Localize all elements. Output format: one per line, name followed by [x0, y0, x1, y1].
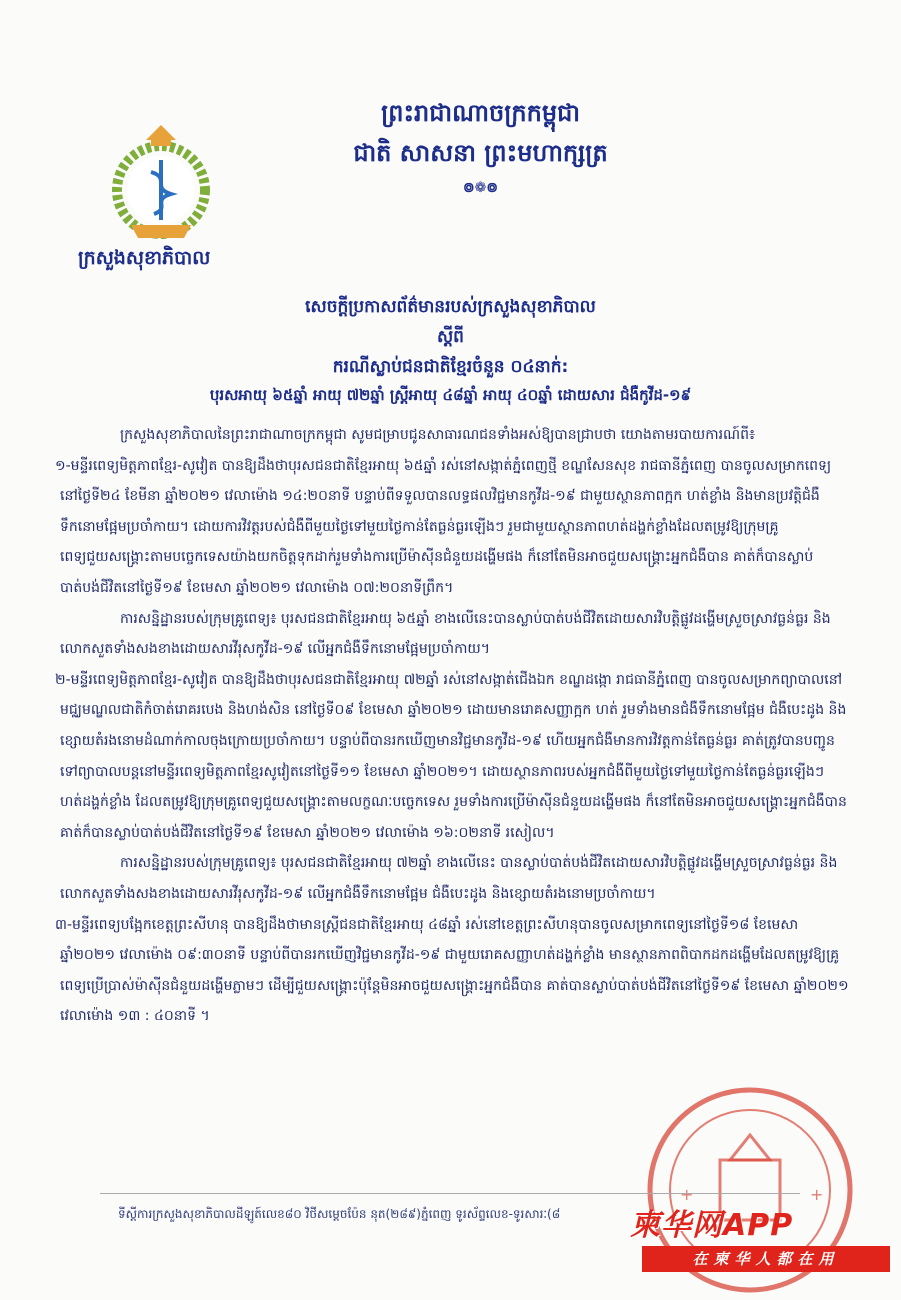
intro-paragraph: ក្រសួងសុខាភិបាលនៃព្រះរាជាណាចក្រកម្ពុជា សូមជម្រាបជូនសាធារណជនទាំងអស់ឱ្យបានជ្រាបថា យោងតាមរបាយការណ៍ពី៖ — [120, 427, 756, 443]
announcement-subject: ករណីស្លាប់ជនជាតិខ្មែរចំនួន ០៤នាក់: — [332, 357, 569, 377]
svg-text:+: + — [810, 1185, 824, 1204]
app-watermark — [630, 1200, 898, 1274]
ornament-divider: ៙❁៙ — [463, 180, 498, 196]
case-1-conclusion: ការសន្និដ្ឋានរបស់ក្រុមគ្រូពេទ្យ៖ បុរសជនជាតិខ្មែរអាយុ ៦៥ឆ្នាំ ខាងលើនេះបានស្លាប់បាត់បង់ជីវិតដោយសារវិបត្តិផ្លូវដង្ហើមស្រួចស្រាវធ្ងន់ធ្ងរ និងលោកសួតទាំងសងខាងដោយសារវីរុសកូវីដ-១៩ លើអ្នកជំងឺទឹកនោមផ្អែមប្រចាំកាយ។ — [60, 610, 831, 658]
announcement-subject-label: ស្តីពី — [437, 327, 464, 347]
announcement-body — [55, 420, 850, 1032]
case-3-paragraph: ៣-មន្ទីរពេទ្យបង្អែកខេត្តព្រះសីហនុ បានឱ្យដឹងថាមានស្ត្រីជនជាតិខ្មែរអាយុ ៤៨ឆ្នាំ រស់នៅខេត្តព្រះសីហនុបានចូលសម្រាកពេទ្យនៅថ្ងៃទី១៨ ខែមេសា ឆ្នាំ២០២១ វេលាម៉ោង ០៩:៣០នាទី បន្ទាប់ពីបានរកឃើញវិជ្ជមានកូវីដ-១៩ ជាមួយរោគសញ្ញាហត់ដង្ហក់ខ្លាំង មានស្ថានភាពពិបាកដកដង្ហើមដែលតម្រូវឱ្យគ្រូពេទ្យប្រើប្រាស់ម៉ាស៊ីនជំនួយដង្ហើមភ្លាមៗ ដើម្បីជួយសង្គ្រោះប៉ុន្តែមិនអាចជួយសង្គ្រោះអ្នកជំងឺបាន គាត់បានស្លាប់បាត់បង់ជីវិតនៅថ្ងៃទី១៩ ខែមេសា ឆ្នាំ២០២១ វេលាម៉ោង ១៣ : ៤០នាទី ។ — [55, 916, 849, 1025]
ministry-name: ក្រសួងសុខាភិបាល — [78, 247, 211, 269]
footer-address: ទីស្តីការក្រសួងសុខាភិបាលដីឡូត៍លេខ៨០ វិថីសម្តេចប៉ែន នុត(២៨៩)ភ្នំពេញ ទូរស័ព្ទលេខ-ទូរសារៈ(៨ — [118, 1207, 561, 1221]
case-2-paragraph: ២-មន្ទីរពេទ្យមិត្តភាពខ្មែរ-សូវៀត បានឱ្យដឹងថាបុរសជនជាតិខ្មែរអាយុ ៧២ឆ្នាំ រស់នៅសង្កាត់ជើងឯក ខណ្ឌដង្កោ រាជធានីភ្នំពេញ បានចូលសម្រាកព្យាបាលនៅមជ្ឈមណ្ឌលជាតិកំចាត់រោគរបេង និងហង់សិន នៅថ្ងៃទី០៩ ខែមេសា ឆ្នាំ២០២១ ដោយមានរោគសញ្ញាក្អក ហត់ រួមទាំងមានជំងឺទឹកនោមផ្អែម ជំងឺបេះដូង និងខ្សោយតំរងនោមដំណាក់កាលចុងក្រោយប្រចាំកាយ។ បន្ទាប់ពីបានរកឃើញមានវិជ្ជមានកូវីដ-១៩ ហើយអ្នកជំងឺមានការវិវត្តកាន់តែធ្ងន់ធ្ងរ គាត់ត្រូវបានបញ្ជូនទៅព្យាបាលបន្តនៅមន្ទីរពេទ្យមិត្តភាពខ្មែរសូវៀតនៅថ្ងៃទី១១ ខែមេសា ឆ្នាំ២០២១។ ដោយស្ថានភាពរបស់អ្នកជំងឺពីមួយថ្ងៃទៅមួយថ្ងៃកាន់តែធ្ងន់ធ្ងរឡើងៗ ហត់ដង្ហក់ខ្លាំង ដែលតម្រូវឱ្យក្រុមគ្រូពេទ្យជួយសង្គ្រោះតាមលក្ខណៈបច្ចេកទេស រួមទាំងការប្រើម៉ាស៊ីនជំនួយដង្ហើមផង ក៏នៅតែមិនអាចជួយសង្គ្រោះអ្នកជំងឺបាន គាត់ក៏បានស្លាប់បាត់បង់ជីវិតនៅថ្ងៃទី១៩ ខែមេសា ឆ្នាំ២០២១ វេលាម៉ោង ១៦:០២នាទី រសៀល។ — [55, 671, 847, 841]
announcement-subtitle: បុរសអាយុ ៦៥ឆ្នាំ អាយុ ៧២ឆ្នាំ ស្ត្រីអាយុ ៤៨ឆ្នាំ អាយុ ៤០ឆ្នាំ ដោយសារ ជំងឺកូវីដ-១៩ — [209, 386, 692, 404]
svg-text:+: + — [680, 1185, 694, 1204]
case-1-paragraph: ១-មន្ទីរពេទ្យមិត្តភាពខ្មែរ-សូវៀត បានឱ្យដឹងថាបុរសជនជាតិខ្មែរអាយុ ៦៥ឆ្នាំ រស់នៅសង្កាត់ភ្នំពេញថ្មី ខណ្ឌសែនសុខ រាជធានីភ្នំពេញ បានចូលសម្រាកពេទ្យ នៅថ្ងៃទី២៤ ខែមីនា ឆ្នាំ២០២១ វេលាម៉ោង ១៤:២០នាទី បន្ទាប់ពីទទួលបានលទ្ធផលវិជ្ជមានកូវីដ-១៩ ជាមួយស្ថានភាពក្អក ហត់ខ្លាំង និងមានប្រវត្តិជំងឺទឹកនោមផ្អែមប្រចាំកាយ។ ដោយការវិវត្តរបស់ជំងឺពីមួយថ្ងៃទៅមួយថ្ងៃកាន់តែធ្ងន់ធ្ងរឡើងៗ រួមជាមួយស្ថានភាពហត់ដង្ហក់ខ្លាំងដែលតម្រូវឱ្យក្រុមគ្រូពេទ្យជួយសង្គ្រោះតាមបច្ចេកទេសយ៉ាងយកចិត្តទុកដាក់រួមទាំងការប្រើម៉ាស៊ីនជំនួយដង្ហើមផង ក៏នៅតែមិនអាចជួយសង្គ្រោះអ្នកជំងឺបាន គាត់ក៏បានស្លាប់បាត់បង់ជីវិតនៅថ្ងៃទី១៩ ខែមេសា ឆ្នាំ២០២១ វេលាម៉ោង ០៧:២០នាទីព្រឹក។ — [55, 457, 832, 596]
watermark-suffix: APP — [723, 1208, 794, 1243]
kingdom-title: ព្រះរាជាណាចក្រកម្ពុជា — [381, 99, 580, 127]
watermark-brand-line — [630, 1200, 898, 1243]
watermark-tagline: 在柬华人都在用 — [642, 1246, 890, 1272]
national-motto: ជាតិ សាសនា ព្រះមហាក្សត្រ — [353, 139, 608, 167]
footer-divider — [100, 1193, 800, 1194]
announcement-title: សេចក្តីប្រកាសព័ត៌មានរបស់ក្រសួងសុខាភិបាល — [305, 297, 596, 317]
case-2-conclusion: ការសន្និដ្ឋានរបស់ក្រុមគ្រូពេទ្យ៖ បុរសជនជាតិខ្មែរអាយុ ៧២ឆ្នាំ ខាងលើនេះ បានស្លាប់បាត់បង់ជីវិតដោយសារវិបត្តិផ្លូវដង្ហើមស្រួចស្រាវធ្ងន់ធ្ងរ និងលោកសួតទាំងសងខាងដោយសារវីរុសកូវីដ-១៩ លើអ្នកជំងឺទឹកនោមផ្អែម ជំងឺបេះដូង និងខ្សោយតំរងនោមប្រចាំកាយ។ — [60, 855, 838, 902]
watermark-brand: 柬华网 — [630, 1208, 723, 1243]
